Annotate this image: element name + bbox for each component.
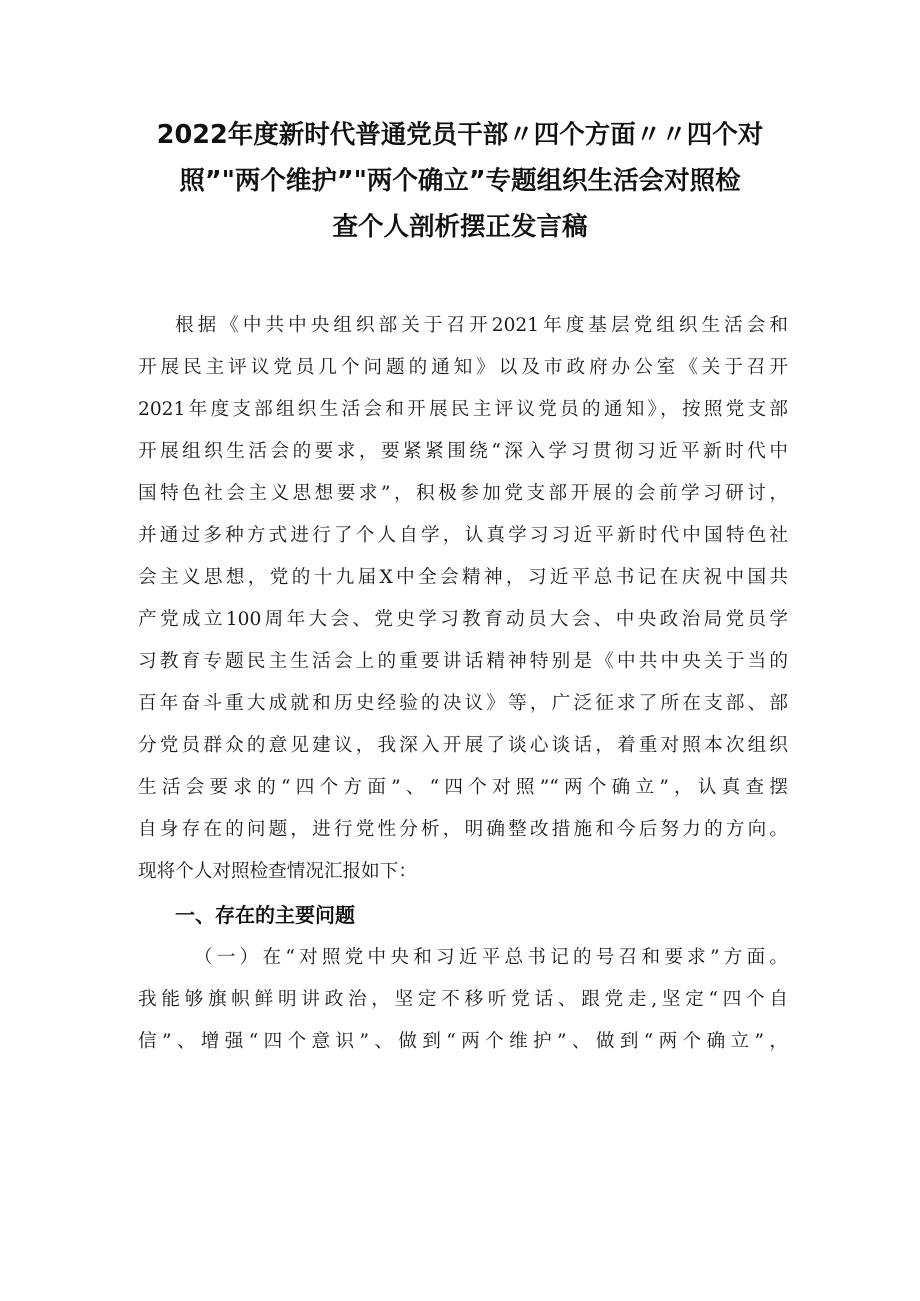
text-line: 2021年度支部组织生活会和开展民主评议党员的通知》，按照党支部 — [138, 399, 788, 420]
text-line: 并通过多种方式进行了个人自学，认真学习习近平新时代中国特色社 — [138, 525, 788, 546]
text-line: 开展组织生活会的要求，要紧紧围绕“深入学习贯彻习近平新时代中 — [138, 441, 788, 462]
subsection-paragraph — [138, 937, 788, 1063]
document-title — [110, 112, 810, 250]
section-heading: 一、存在的主要问题 — [175, 903, 355, 927]
text-line: 生活会要求的“四个方面”、“四个对照”“两个确立”，认真查摆 — [138, 777, 788, 798]
text-line: 会主义思想，党的十九届X中全会精神，习近平总书记在庆祝中国共 — [138, 567, 788, 588]
text-line: 根据《中共中央组织部关于召开2021年度基层党组织生活会和 — [175, 315, 788, 336]
text-line: 产党成立100周年大会、党史学习教育动员大会、中央政治局党员学 — [138, 609, 788, 630]
text-line: 分党员群众的意见建议，我深入开展了谈心谈话，着重对照本次组织 — [138, 735, 788, 756]
text-line: 我能够旗帜鲜明讲政治，坚定不移听党话、跟党走,坚定“四个自 — [138, 989, 788, 1010]
text-line: （一）在“对照党中央和习近平总书记的号召和要求”方面。 — [194, 947, 788, 968]
text-line: 现将个人对照检查情况汇报如下： — [138, 861, 417, 882]
text-line: 习教育专题民主生活会上的重要讲话精神特别是《中共中央关于当的 — [138, 651, 788, 672]
text-line: 自身存在的问题，进行党性分析，明确整改措施和今后努力的方向。 — [138, 819, 788, 840]
text-line: 开展民主评议党员几个问题的通知》以及市政府办公室《关于召开 — [138, 357, 788, 378]
text-line: 国特色社会主义思想要求”，积极参加党支部开展的会前学习研讨， — [138, 483, 788, 504]
intro-paragraph — [138, 305, 788, 893]
title-line: 查个人剖析摆正发言稿 — [332, 212, 588, 242]
title-line: 照”"两个维护”"两个确立”专题组织生活会对照检 — [179, 166, 741, 196]
title-line: 2022年度新时代普通党员干部〃四个方面〃〃四个对 — [156, 120, 764, 150]
document-body — [138, 305, 788, 1063]
text-line: 信”、增强“四个意识”、做到“两个维护”、做到“两个确立”， — [138, 1031, 788, 1052]
text-line: 百年奋斗重大成就和历史经验的决议》等，广泛征求了所在支部、部 — [138, 693, 788, 714]
